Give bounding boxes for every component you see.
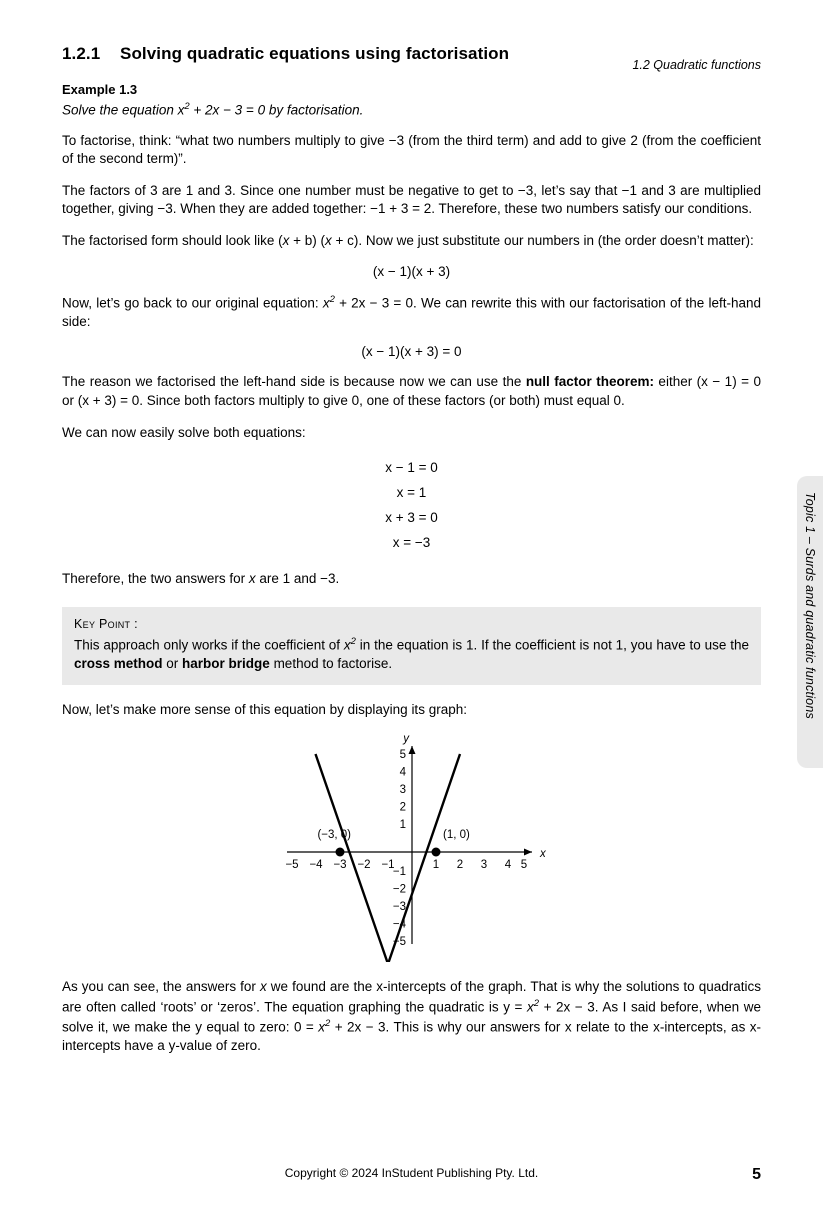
paragraph-factorise-hint: To factorise, think: “what two numbers multiply to give −3 (from the third term) and add to give 2 (from the coefficient of the second term)”. (62, 132, 761, 167)
annotation-left-root: (−3, 0) (316, 829, 351, 842)
x-axis-label: x (539, 848, 546, 861)
quadratic-graph-svg (252, 732, 572, 962)
solve-line: x + 3 = 0 (385, 510, 438, 526)
p9-c: + 2x − 3. As I said before, when we solve it, we make the y equal to zero: 0 = (62, 999, 761, 1035)
kp-b: in the equation is 1. If the coefficient is not 1, you have to use the (355, 637, 749, 653)
example-exponent: 2 (184, 101, 190, 112)
equation-factorised-zero: (x − 1)(x + 3) = 0 (361, 344, 462, 360)
x-tick-1: 1 (432, 859, 439, 872)
equation-solution-steps (62, 456, 761, 556)
x-tick-3: 3 (480, 859, 487, 872)
solve-line: x = 1 (396, 485, 427, 501)
x-tick--3: −3 (332, 859, 347, 872)
paragraph-graph-intro: Now, let’s make more sense of this equation by displaying its graph: (62, 701, 467, 717)
parabola-curve (315, 754, 463, 962)
p9-a: As you can see, the answers for (62, 979, 260, 995)
paragraph-factors: The factors of 3 are 1 and 3. Since one number must be negative to get to −3, let’s say that −1 and 3 are multiplied together, giving −3. When they are added together: −1 + 3 = 2. Therefore, these two numbers satisfy our conditions. (62, 182, 761, 217)
running-head: 1.2 Quadratic functions (632, 58, 761, 72)
paragraph-answers: Therefore, the two answers for x are 1 and −3. (62, 571, 340, 587)
kp-d: method to factorise. (269, 656, 393, 672)
paragraph-factorised-form: The factorised form should look like (x + b) (x + c). Now we just substitute our numbers in (the order doesn’t matter): (62, 233, 754, 248)
p4-b: + 2x − 3 = 0. We can rewrite this with our factorisation of the left-hand side: (62, 295, 761, 329)
example-statement-pre: Solve the equation (62, 102, 178, 118)
example-statement-rest: + 2x − 3 = 0 (189, 102, 269, 118)
paragraph-null-factor (62, 373, 761, 410)
topic-side-tab (797, 476, 823, 768)
section-heading-text: Solving quadratic equations using factorisation (120, 44, 510, 63)
quadratic-graph (62, 732, 761, 962)
root-point-left (335, 848, 344, 857)
x-tick--2: −2 (356, 859, 371, 872)
paragraph-original-equation: Now, let’s go back to our original equation: $x^2 + 2x - 3 = 0$. We can rewrite this with our factorisation of the left-hand side: (62, 293, 761, 329)
y-tick--4: −4 (392, 918, 406, 931)
x-tick-4: 4 (504, 859, 511, 872)
x-tick--4: −4 (308, 859, 323, 872)
y-tick-4: 4 (399, 766, 406, 779)
p7-b: are 1 and −3. (255, 571, 340, 587)
y-tick--5: −5 (392, 936, 406, 949)
kp-a: This approach only works if the coefficient of (74, 637, 344, 653)
annotation-right-root: (1, 0) (442, 829, 470, 842)
solve-line: x − 1 = 0 (385, 460, 438, 476)
p9-d: + 2x − 3. This is why our answers for x relate to the x-intercepts, as x-intercepts have a y-value of zero. (62, 1019, 761, 1054)
y-tick-2: 2 (399, 801, 406, 814)
p7-a: Therefore, the two answers for (62, 571, 249, 587)
cross-method-term: cross method (74, 656, 163, 672)
y-tick--2: −2 (392, 883, 406, 896)
x-tick--5: −5 (284, 859, 299, 872)
topic-side-tab-label: Topic 1 – Surds and quadratic functions (803, 492, 817, 719)
p3-b: + b) ( (289, 233, 325, 248)
example-statement (62, 101, 761, 118)
example-statement-post: by factorisation. (268, 102, 364, 118)
p9-b: we found are the x-intercepts of the graph. That is why the solutions to quadratics are often called ‘roots’ or ‘zeros’. The equation graphing the quadratic is y = (62, 979, 761, 1015)
page-number: 5 (752, 1166, 761, 1183)
p5-b: either (x − 1) = 0 or (x + 3) = 0. Since both factors multiply to give 0, one of these factors (or both) must equal 0. (62, 374, 761, 408)
null-factor-theorem-term: null factor theorem: (525, 374, 654, 390)
page-footer (0, 1166, 823, 1183)
page (0, 44, 823, 1208)
y-axis-label: y (402, 733, 409, 746)
x-tick-2: 2 (456, 859, 463, 872)
copyright-text: Copyright © 2024 InStudent Publishing Pty. Ltd. (284, 1166, 539, 1180)
x-tick-5: 5 (520, 859, 527, 872)
equation-factorised: (x − 1)(x + 3) (372, 263, 451, 279)
key-point-body: This approach only works if the coefficient of $x^2$ in the equation is 1. If the coefficient is not 1, you have to use the cross method or harbor bridge method to factorise. (74, 636, 749, 672)
p3-c: + c). Now we just substitute our numbers in (the order doesn’t matter): (331, 233, 754, 248)
harbor-bridge-term: harbor bridge (182, 656, 270, 672)
x-tick--1: −1 (380, 859, 395, 872)
key-point-box (62, 607, 761, 685)
y-axis-arrow (408, 746, 415, 754)
y-tick-1: 1 (399, 819, 406, 832)
x-axis-arrow (524, 849, 532, 856)
p5-a: The reason we factorised the left-hand side is because now we can use the (62, 374, 526, 390)
paragraph-solve-both: We can now easily solve both equations: (62, 424, 306, 440)
y-tick--1: −1 (392, 866, 406, 879)
y-tick--3: −3 (392, 901, 406, 914)
p3-a: The factorised form should look like ( (62, 233, 283, 248)
example-var: x (177, 102, 185, 118)
p4-a: Now, let’s go back to our original equation: (62, 295, 323, 311)
example-label: Example 1.3 (62, 82, 138, 97)
kp-c: or (162, 656, 183, 672)
key-point-title: Key Point : (74, 616, 138, 631)
section-number: 1.2.1 (62, 44, 101, 63)
y-tick-3: 3 (399, 784, 406, 797)
paragraph-intercepts: As you can see, the answers for x we found are the x-intercepts of the graph. That is why the solutions to quadratics are often called ‘roots’ or ‘zeros’. The equation graphing the quadratic is $y = x^2 + 2x - 3$. As I said before, when we solve it, we make the y equal to zero: $0 = x^2 + 2x - 3$. This is why our answers for x relate to the x-intercepts, as x-intercepts have a y-value of zero. (62, 979, 761, 1054)
solve-line: x = −3 (392, 535, 431, 551)
y-tick-5: 5 (399, 749, 406, 762)
root-point-right (431, 848, 440, 857)
